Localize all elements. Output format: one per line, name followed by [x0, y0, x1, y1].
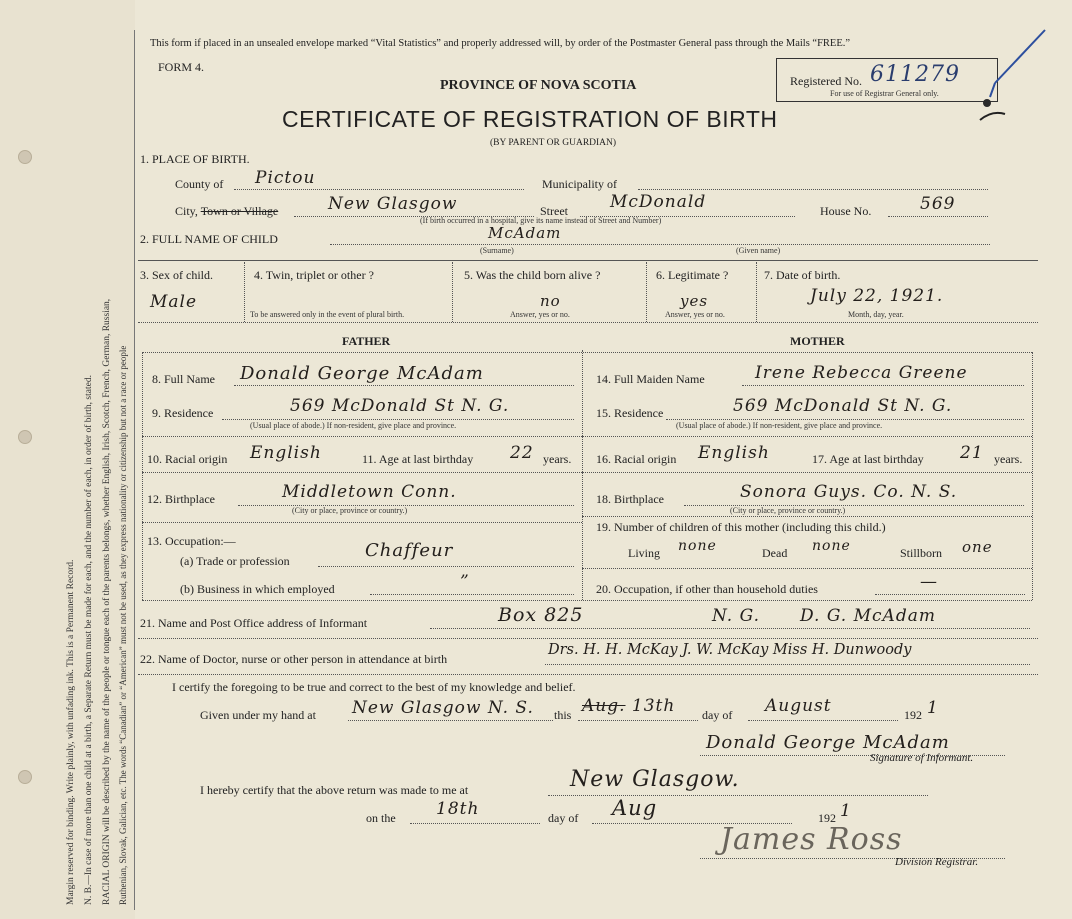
doctor-line — [545, 664, 1030, 665]
child-name-label: 2. FULL NAME OF CHILD — [140, 232, 278, 246]
alive-note: Answer, yes or no. — [510, 310, 570, 319]
registrar-year-prefix: 192 — [818, 811, 836, 825]
doctor-label: 22. Name of Doctor, nurse or other person in attendance at birth — [140, 652, 448, 666]
given-month-line — [748, 720, 898, 721]
margin-note-racial-origin: RACIAL ORIGIN will be described by the name of the people or tongue each of the parents belongs, whether English, Irish, Scotch, French, German, Russian, — [102, 298, 112, 905]
given-place-value: New Glasgow N. S. — [352, 698, 534, 718]
municipality-label: Municipality of — [542, 177, 617, 191]
mother-residence-line — [666, 419, 1024, 420]
mother-residence-label: 15. Residence — [596, 406, 664, 420]
house-label: House No. — [820, 204, 872, 218]
place-heading: 1. PLACE OF BIRTH. — [140, 152, 250, 166]
alive-value: no — [540, 292, 561, 310]
mother-residence-value: 569 McDonald St N. G. — [733, 396, 953, 416]
informant-label: 21. Name and Post Office address of Informant — [140, 616, 368, 630]
street-value: McDonald — [610, 192, 707, 212]
father-left-border — [142, 352, 143, 600]
city-label: City, Town or Village — [175, 204, 279, 218]
informant-box: Box 825 — [498, 604, 584, 626]
mother-occupation-value: — — [920, 572, 938, 592]
mother-name-label: 14. Full Maiden Name — [596, 372, 705, 386]
father-rule — [142, 522, 582, 523]
municipality-line — [638, 189, 988, 190]
certificate-title: CERTIFICATE OF REGISTRATION OF BIRTH — [282, 106, 778, 132]
father-rule — [142, 436, 582, 437]
binding-hole — [18, 770, 32, 784]
grid-bottom-rule — [138, 322, 1038, 323]
dob-value: July 22, 1921. — [810, 286, 944, 306]
grid-divider — [646, 262, 647, 322]
mother-age-unit: years. — [994, 452, 1023, 466]
father-name-value: Donald George McAdam — [240, 363, 484, 384]
mother-occupation-line — [875, 594, 1025, 595]
center-divider — [582, 350, 583, 600]
registrar-note: For use of Registrar General only. — [830, 89, 939, 98]
father-age-unit: years. — [543, 452, 572, 466]
given-day-number: 13th — [631, 696, 676, 716]
father-name-line — [234, 385, 574, 386]
street-note: (If birth occurred in a hospital, give its name instead of Street and Number) — [420, 216, 662, 225]
registrar-signature: James Ross — [720, 822, 903, 857]
sex-value: Male — [150, 292, 198, 312]
this-label: this — [554, 708, 572, 722]
registrar-day-of-label: day of — [548, 811, 579, 825]
father-rule — [142, 472, 582, 473]
given-month-value: August — [765, 696, 832, 716]
margin-rule — [134, 30, 135, 910]
check-mark-icon — [975, 25, 1050, 125]
registrar-place-value: New Glasgow. — [570, 767, 740, 792]
sex-label: 3. Sex of child. — [140, 268, 213, 282]
dob-label: 7. Date of birth. — [764, 268, 841, 282]
registrar-day-line — [410, 823, 540, 824]
father-business-value: ” — [460, 572, 470, 592]
house-line — [888, 216, 988, 217]
mother-rule — [582, 472, 1032, 473]
registrar-month-value: Aug — [612, 796, 658, 820]
mother-age-value: 21 — [960, 443, 984, 463]
doctor-value: Drs. H. H. McKay J. W. McKay Miss H. Dunwoody — [548, 642, 912, 658]
grid-top-rule — [138, 260, 1038, 261]
street-label: Street — [540, 204, 568, 218]
given-day-line — [578, 720, 698, 721]
informant-name: D. G. McAdam — [800, 606, 936, 626]
grid-divider — [452, 262, 453, 322]
father-name-label: 8. Full Name — [152, 372, 215, 386]
given-year-value: 1 — [927, 698, 939, 718]
mother-rule — [582, 436, 1032, 437]
day-of-label: day of — [702, 708, 733, 722]
mother-dead-value: none — [812, 538, 851, 554]
informant-signature-label: Signature of Informant. — [870, 752, 974, 764]
given-under-label: Given under my hand at — [200, 708, 316, 722]
mother-right-border — [1032, 352, 1033, 600]
twin-note: To be answered only in the event of plural birth. — [250, 310, 405, 319]
mother-stillborn-label: Stillborn — [900, 546, 943, 560]
mother-age-label: 17. Age at last birthday — [812, 452, 924, 466]
father-residence-line — [222, 419, 574, 420]
mother-occupation-label: 20. Occupation, if other than household duties — [596, 582, 818, 596]
mother-race-label: 16. Racial origin — [596, 452, 677, 466]
father-trade-line — [318, 566, 574, 567]
form-number: FORM 4. — [158, 60, 205, 74]
binding-hole — [18, 430, 32, 444]
alive-label: 5. Was the child born alive ? — [464, 268, 601, 282]
legitimate-value: yes — [680, 292, 709, 310]
father-residence-note: (Usual place of abode.) If non-resident, give place and province. — [250, 421, 457, 430]
county-label: County of — [175, 177, 224, 191]
mother-birthplace-label: 18. Birthplace — [596, 492, 664, 506]
parents-bottom-rule — [142, 600, 1032, 601]
father-residence-value: 569 McDonald St N. G. — [290, 396, 510, 416]
postal-notice: This form if placed in an unsealed envelope marked “Vital Statistics” and properly addressed will, by order of the Postmaster General pass through the Mails “FREE.” — [150, 38, 851, 49]
father-business-line — [370, 594, 574, 595]
binding-hole — [18, 150, 32, 164]
informant-line — [430, 628, 1030, 629]
legitimate-note: Answer, yes or no. — [665, 310, 725, 319]
father-heading: FATHER — [342, 334, 391, 348]
given-place-line — [348, 720, 553, 721]
mother-rule — [582, 516, 1032, 517]
informant-signature: Donald George McAdam — [706, 732, 950, 753]
given-day-value: Aug. 13th — [582, 696, 676, 716]
given-year-prefix: 192 — [904, 708, 922, 722]
grid-divider — [756, 262, 757, 322]
county-line — [234, 189, 524, 190]
informant-rule — [138, 638, 1038, 639]
margin-note-binding: Margin reserved for binding. Write plainly, with unfading ink. This is a Permanent Record. — [66, 559, 76, 905]
registrar-place-line — [548, 795, 928, 796]
father-business-label: (b) Business in which employed — [180, 582, 335, 596]
registrar-signature-label: Division Registrar. — [895, 856, 979, 868]
registrar-year-value: 1 — [840, 801, 852, 821]
county-value: Pictou — [255, 168, 316, 188]
surname-note: (Surname) — [480, 246, 514, 255]
father-birthplace-label: 12. Birthplace — [147, 492, 215, 506]
dob-note: Month, day, year. — [848, 310, 904, 319]
father-occupation-label: 13. Occupation:— — [147, 534, 236, 548]
mother-birthplace-note: (City or place, province or country.) — [730, 506, 846, 515]
parents-top-rule — [142, 352, 1032, 353]
registered-number: 611279 — [870, 62, 960, 87]
mother-rule — [582, 568, 1032, 569]
father-residence-label: 9. Residence — [152, 406, 214, 420]
legitimate-label: 6. Legitimate ? — [656, 268, 729, 282]
certify-statement: I certify the foregoing to be true and correct to the best of my knowledge and belief. — [172, 680, 576, 694]
father-trade-label: (a) Trade or profession — [180, 554, 290, 568]
father-age-value: 22 — [510, 443, 534, 463]
mother-heading: MOTHER — [790, 334, 845, 348]
child-surname-value: McAdam — [488, 224, 562, 242]
given-name-note: (Given name) — [736, 246, 781, 255]
registered-label: Registered No. — [790, 74, 862, 88]
registrar-statement: I hereby certify that the above return was made to me at — [200, 783, 469, 797]
house-value: 569 — [920, 194, 956, 214]
father-trade-value: Chaffeur — [365, 540, 454, 561]
mother-residence-note: (Usual place of abode.) If non-resident, give place and province. — [676, 421, 883, 430]
mother-birthplace-value: Sonora Guys. Co. N. S. — [740, 482, 958, 502]
margin-note-racial-origin-2: Ruthenian, Slovak, Galician, etc. The words “Canadian” or “American” must not be used, as they express nationality or citizenship but not a race or people — [118, 345, 128, 905]
city-value: New Glasgow — [328, 194, 458, 214]
doctor-rule — [138, 674, 1038, 675]
mother-name-line — [742, 385, 1024, 386]
mother-dead-label: Dead — [762, 546, 788, 560]
father-race-label: 10. Racial origin — [147, 452, 228, 466]
child-name-line — [330, 244, 990, 245]
twin-label: 4. Twin, triplet or other ? — [254, 268, 374, 282]
grid-divider — [244, 262, 245, 322]
margin-note-multiple-births: N. B.—In case of more than one child at a birth, a Separate Return must be made for each, and the number of each, in order of birth, stated. — [84, 375, 94, 905]
mother-race-value: English — [698, 443, 770, 463]
province-heading: PROVINCE OF NOVA SCOTIA — [440, 78, 637, 93]
mother-name-value: Irene Rebecca Greene — [755, 363, 968, 383]
certificate-subtitle: (BY PARENT OR GUARDIAN) — [490, 138, 617, 148]
mother-living-value: none — [678, 538, 717, 554]
father-birthplace-value: Middletown Conn. — [282, 482, 457, 502]
registrar-day-value: 18th — [436, 799, 480, 819]
mother-stillborn-value: one — [962, 538, 993, 556]
father-birthplace-note: (City or place, province or country.) — [292, 506, 408, 515]
father-age-label: 11. Age at last birthday — [362, 452, 474, 466]
father-race-value: English — [250, 443, 322, 463]
informant-place: N. G. — [712, 606, 760, 626]
on-the-label: on the — [366, 811, 396, 825]
mother-living-label: Living — [628, 546, 660, 560]
mother-children-label: 19. Number of children of this mother (including this child.) — [596, 520, 886, 534]
